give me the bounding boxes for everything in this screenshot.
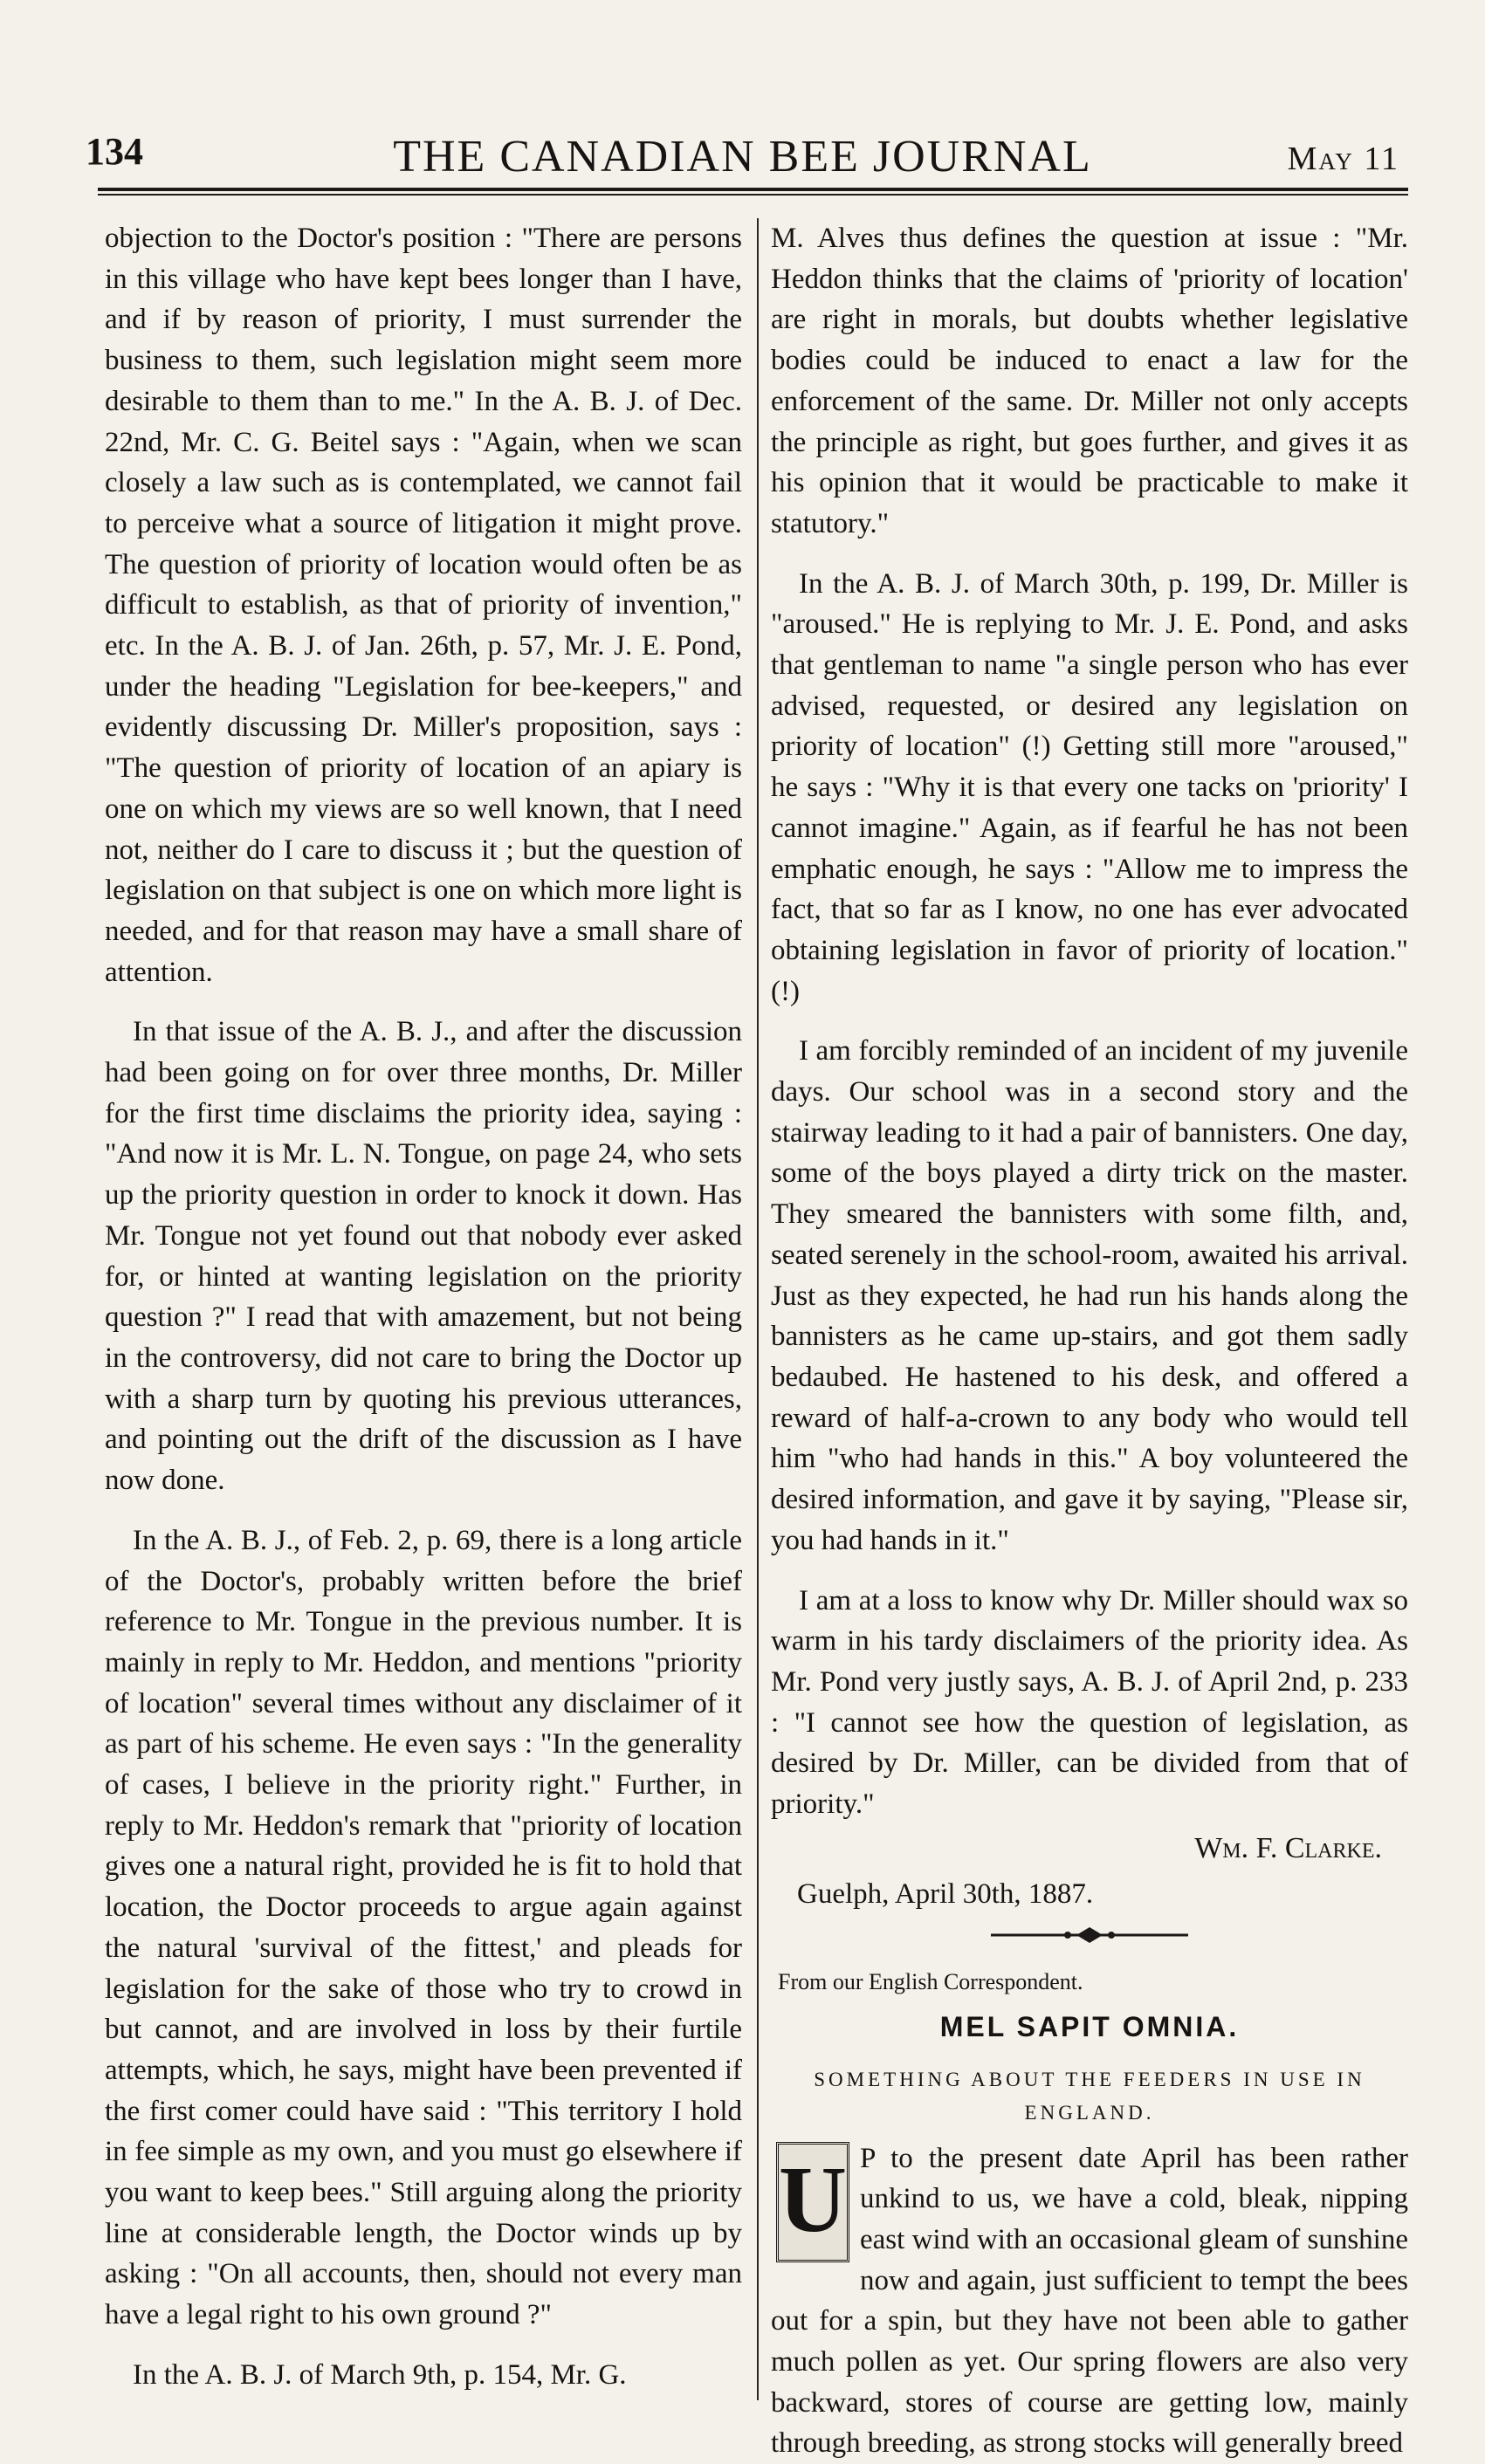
left-paragraph-1: objection to the Doctor's position : "There are persons in this village who have kept bees longer than I have, and if by reason of priority, I must surrender the business to them, such legislation might seem more desirable to them than to me." In the A. B. J. of Dec. 22nd, Mr. C. G. Beitel says : "Again, when we scan closely a law such as is contemplated, we cannot fail to perceive what a source of litigation it might prove. The question of priority of location would often be as difficult to establish, as that of priority of invention," etc. In the A. B. J. of Jan. 26th, p. 57, Mr. J. E. Pond, under the heading "Legislation for bee-keepers," and evidently discussing Dr. Miller's proposition, says : "The question of priority of location of an apiary is one on which my views are so well known, that I need not, neither do I care to discuss it ; but the question of legislation on that subject is one on which more light is needed, and for that reason may have a small share of attention. [105, 223, 742, 988]
right-paragraph-2: In the A. B. J. of March 30th, p. 199, Dr. Miller is "aroused." He is replying to Mr. J. E. Pond, and asks that gentleman to name "a single person who has ever advised, requested, or desired any legislation on priority of location" (!) Getting still more "aroused," he says : "Why it is that every one tacks on 'priority' I cannot imagine." Again, as if fearful he has not been emphatic enough, he says : "Allow me to impress the fact, that so far as I know, no one has ever advocated obtaining legislation in favor of priority of location." (!) [771, 567, 1408, 1007]
header-rule-thin [98, 194, 1408, 196]
final-paragraph-text: P to the present date April has been rather unkind to us, we have a cold, bleak, nipping east wind with an occasional gleam of sunshine now and again, just sufficient to tempt the bees out for a spin, but they have not been able to gather much pollen as yet. Our spring flowers are also very backward, stores of course are getting low, mainly through breeding, as strong stocks will generally breed [771, 2142, 1408, 2460]
issue-date: May 11 [1287, 141, 1399, 177]
left-paragraph-3: In the A. B. J., of Feb. 2, p. 69, there is a long article of the Doctor's, probably written before the brief reference to Mr. Tongue in the previous number. It is mainly in reply to Mr. Heddon, and mentions "priority of location" several times without any disclaimer of it as part of his scheme. He even says : "In the generality of cases, I believe in the priority right." Further, in reply to Mr. Heddon's remark that "priority of location gives one a natural right, provided he is fit to hold that location, the Doctor proceeds to argue again against the natural 'survival of the fittest,' and pleads for legislation for the sake of those who try to crowd in but cannot, and are involved in loss by their furtile attempts, which, he says, might have been prevented if the first comer could have said : "This territory I hold in fee simple as my own, and you must go elsewhere if you want to keep bees." Still arguing along the priority line at considerable length, the Doctor winds up by asking : "On all accounts, then, should not every man have a legal right to his own ground ?" [105, 1524, 742, 2331]
header-rule [98, 188, 1408, 191]
page-header [0, 0, 1485, 201]
left-paragraph-4: In the A. B. J. of March 9th, p. 154, Mr. G. [133, 2358, 627, 2391]
correspondent-label: From our English Correspondent. [778, 1969, 1083, 1995]
drop-cap: U [776, 2142, 849, 2262]
ornament-rule-icon [989, 1924, 1190, 1946]
journal-title: THE CANADIAN BEE JOURNAL [393, 132, 1092, 182]
section-title: MEL SAPIT OMNIA. [939, 2010, 1240, 2042]
column-divider [757, 218, 759, 2400]
right-paragraph-1: M. Alves thus defines the question at issue : "Mr. Heddon thinks that the claims of 'priority of location' are right in morals, but doubts whether legislative bodies could be induced to enact a law for the enforcement of the same. Dr. Miller not only accepts the principle as right, but goes further, and gives it as his opinion that it would be practicable to make it statutory." [771, 223, 1408, 539]
section-subtitle: SOMETHING ABOUT THE FEEDERS IN USE IN ENGLAND. [814, 2068, 1365, 2124]
author-signature: Wm. F. Clarke. [1194, 1831, 1382, 1864]
left-column [105, 218, 742, 2396]
right-column [771, 218, 1408, 2464]
place-date: Guelph, April 30th, 1887. [797, 1878, 1094, 1911]
page-number: 134 [86, 130, 143, 173]
right-paragraph-4: I am at a loss to know why Dr. Miller should wax so warm in his tardy disclaimers of the priority idea. As Mr. Pond very justly says, A. B. J. of April 2nd, p. 233 : "I cannot see how the question of legislation, as desired by Dr. Miller, can be divided from that of priority." [771, 1584, 1408, 1821]
left-paragraph-2: In that issue of the A. B. J., and after the discussion had been going on for over three months, Dr. Miller for the first time disclaims the priority idea, saying : "And now it is Mr. L. N. Tongue, on page 24, who sets up the priority question in order to knock it down. Has Mr. Tongue not yet found out that nobody ever asked for, or hinted at wanting legislation on the priority question ?" I read that with amazement, but not being in the controversy, did not care to bring the Doctor up with a sharp turn by quoting his previous utterances, and pointing out the drift of the discussion as I have now done. [105, 1016, 742, 1497]
final-paragraph [771, 2138, 1408, 2464]
right-paragraph-3: I am forcibly reminded of an incident of my juvenile days. Our school was in a second story and the stairway leading to it had a pair of bannisters. One day, some of the boys played a dirty trick on the master. They smeared the bannisters with some filth, and, seated serenely in the school-room, awaited his arrival. Just as they expected, he had run his hands along the bannisters as he came up-stairs, and got them sadly bedaubed. He hastened to his desk, and offered a reward of half-a-crown to any body who would tell him "who had hands in this." A boy volunteered the desired information, and gave it by saying, "Please sir, you had hands in it." [771, 1035, 1408, 1556]
